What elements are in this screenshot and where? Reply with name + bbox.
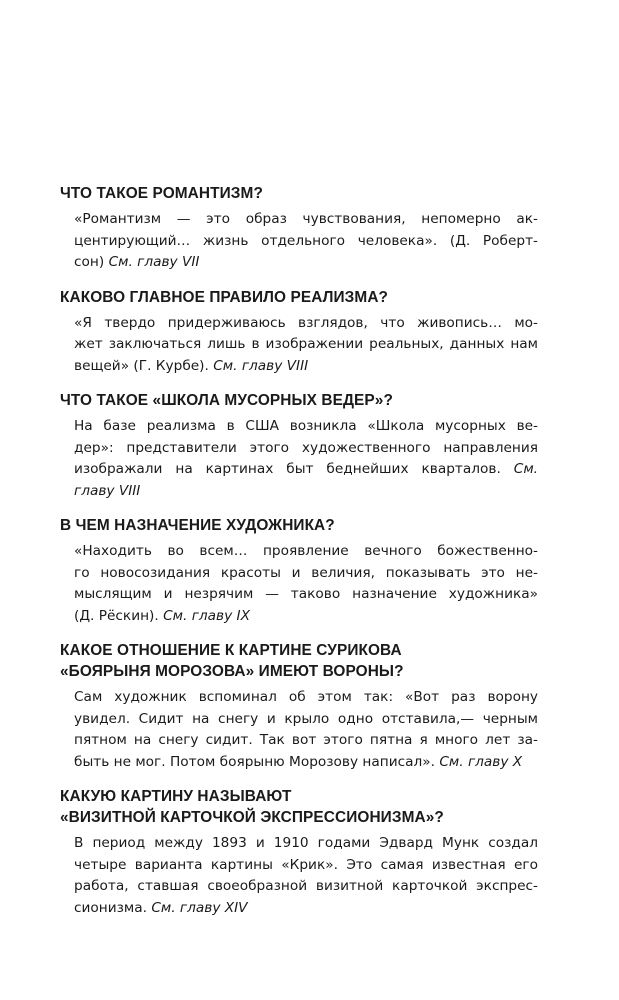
qa-entry-romanticism: [60, 183, 538, 274]
answer-line: мыслящим и незрячим — таково назначение художника»: [74, 586, 538, 602]
chapter-reference: См. главу VIII: [213, 357, 309, 374]
question-heading: [60, 390, 538, 411]
answer-line: На базе реализма в США возникла «Школа мусорных ве-: [74, 418, 538, 434]
qa-entry-realism: [60, 287, 538, 378]
qa-entry-expressionism: [60, 786, 538, 919]
question-line: «ВИЗИТНОЙ КАРТОЧКОЙ ЭКСПРЕССИОНИЗМА»?: [60, 809, 444, 826]
answer-paragraph: [60, 833, 538, 919]
chapter-reference: См. главу X: [439, 753, 523, 770]
answer-text: сионизма.: [74, 899, 147, 916]
answer-line: «Находить во всем… проявление вечного божественно-: [74, 543, 538, 559]
book-page: [60, 183, 538, 932]
answer-line: увидел. Сидит на снегу и крыло одно отставила,— черным: [74, 710, 538, 727]
question-heading: [60, 183, 538, 204]
chapter-reference-part: См.: [513, 461, 538, 477]
answer-line: [74, 459, 538, 481]
question-line: КАКОВО ГЛАВНОЕ ПРАВИЛО РЕАЛИЗМА?: [60, 288, 389, 306]
answer-paragraph: [60, 209, 538, 274]
answer-line: [74, 356, 538, 378]
answer-paragraph: [60, 416, 538, 502]
answer-line: [74, 481, 538, 503]
answer-line: В период между 1893 и 1910 годами Эдвард Мунк создал: [74, 835, 538, 851]
chapter-reference-part: главу VIII: [74, 482, 141, 499]
question-line: ЧТО ТАКОЕ «ШКОЛА МУСОРНЫХ ВЕДЕР»?: [60, 392, 393, 409]
answer-line: [74, 752, 538, 774]
answer-line: центирующий… жизнь отдельного человека». (Д. Роберт-: [74, 232, 538, 249]
answer-line: работа, ставшая своеобразной визитной карточкой экспрес-: [74, 878, 538, 894]
question-line: В ЧЕМ НАЗНАЧЕНИЕ ХУДОЖНИКА?: [60, 517, 335, 534]
chapter-reference: См. главу IX: [163, 607, 250, 624]
answer-paragraph: [60, 687, 538, 773]
chapter-reference: См. главу VII: [108, 254, 200, 270]
answer-line: [74, 252, 538, 274]
answer-line: «Я твердо придерживаюсь взглядов, что живопись… мо-: [74, 314, 538, 331]
chapter-reference: См. главу XIV: [151, 899, 248, 916]
answer-line: [74, 606, 538, 628]
question-line: КАКУЮ КАРТИНУ НАЗЫВАЮТ: [60, 788, 292, 805]
answer-line: жет заключаться лишь в изображении реальных, данных нам: [74, 336, 538, 352]
answer-line: дер»: представители этого художественного направления: [74, 439, 538, 456]
question-heading: [60, 786, 538, 828]
question-heading: [60, 287, 538, 308]
answer-line: пятном на снегу сидит. Так вот этого пятна я много лет за-: [74, 732, 538, 748]
answer-line: [74, 898, 538, 920]
question-heading: [60, 640, 538, 682]
answer-text: (Д. Рёскин).: [74, 607, 159, 624]
question-line: КАКОЕ ОТНОШЕНИЕ К КАРТИНЕ СУРИКОВА: [60, 642, 402, 659]
answer-line: четыре варианта картины «Крик». Это самая известная его: [74, 856, 538, 873]
question-heading: [60, 515, 538, 536]
answer-paragraph: [60, 541, 538, 627]
answer-text: сон): [74, 254, 105, 270]
answer-text: изображали на картинах быт беднейших кварталов.: [74, 461, 501, 477]
answer-line: Сам художник вспоминал об этом так: «Вот раз ворону: [74, 689, 538, 705]
qa-entry-surikov-crows: [60, 640, 538, 773]
qa-entry-ashcan-school: [60, 390, 538, 502]
question-line: ЧТО ТАКОЕ РОМАНТИЗМ?: [60, 185, 263, 202]
answer-paragraph: [60, 313, 538, 378]
answer-text: быть не мог. Потом боярыню Морозову написал».: [74, 753, 435, 770]
answer-line: го новосозидания красоты и величия, показывать это не-: [74, 564, 538, 581]
answer-line: «Романтизм — это образ чувствования, непомерно ак-: [74, 211, 538, 227]
qa-entry-artist-purpose: [60, 515, 538, 627]
question-line: «БОЯРЫНЯ МОРОЗОВА» ИМЕЮТ ВОРОНЫ?: [60, 663, 404, 680]
answer-text: вещей» (Г. Курбе).: [74, 357, 209, 374]
